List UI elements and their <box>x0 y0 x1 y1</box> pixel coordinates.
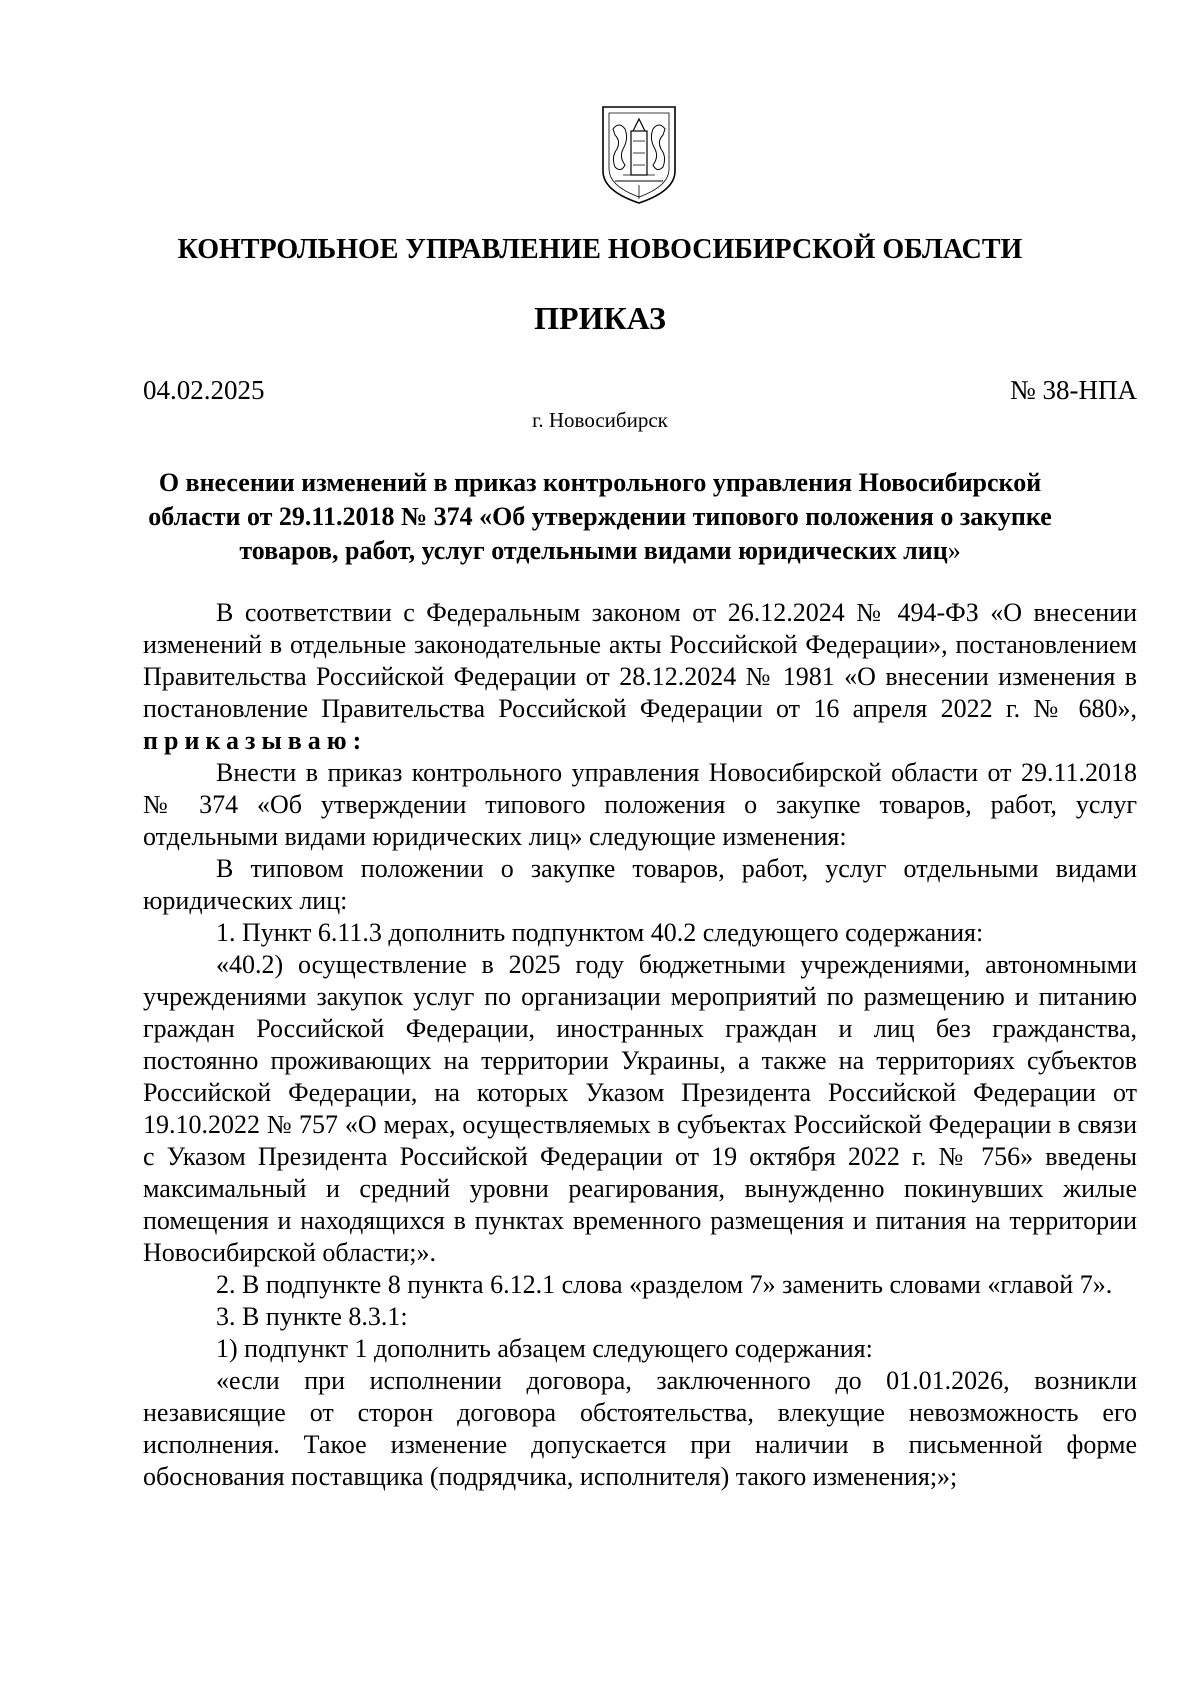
document-title-closing-quote: » <box>947 536 961 565</box>
body-paragraph: 1. Пункт 6.11.3 дополнить подпунктом 40.2 следующего содержания: <box>216 918 984 947</box>
document-number: № 38-НПА <box>1010 375 1137 405</box>
body-paragraph: «если при исполнении договора, заключенного до 01.01.2026, возникли независящие от сторон договора обстоятельства, влекущие невозможность его исполнения. Такое изменение допускается при наличии в письменной форме обоснования поставщика (подрядчика, исполнителя) такого изменения;»; <box>143 1366 1137 1491</box>
document-city: г. Новосибирск <box>532 408 668 432</box>
body-paragraph: В типовом положении о закупке товаров, работ, услуг отдельными видами юридических лиц: <box>143 854 1137 915</box>
document-date: 04.02.2025 <box>143 375 265 405</box>
organization-name: КОНТРОЛЬНОЕ УПРАВЛЕНИЕ НОВОСИБИРСКОЙ ОБЛАСТИ <box>177 234 1023 265</box>
order-word: приказываю: <box>143 726 368 755</box>
body-paragraph: 2. В подпункте 8 пункта 6.12.1 слова «разделом 7» заменить словами «главой 7». <box>216 1270 1113 1299</box>
document-title <box>120 466 1080 568</box>
body-paragraph: 1) подпункт 1 дополнить абзацем следующего содержания: <box>216 1334 873 1363</box>
coat-of-arms-icon <box>597 101 681 207</box>
document-body <box>143 597 1137 1493</box>
preamble-text: В соответствии с Федеральным законом от 26.12.2024 № 494-ФЗ «О внесении изменений в отдельные законодательные акты Российской Федерации», постановлением Правительства Российской Федерации от 28.12.2024 № 1981 «О внесении изменения в постановление Правительства Российской Федерации от 16 апреля 2022 г. № 680», <box>143 598 1137 723</box>
body-paragraph: «40.2) осуществление в 2025 году бюджетными учреждениями, автономными учреждениями закупок услуг по организации мероприятий по размещению и питанию граждан Российской Федерации, иностранных граждан и лиц без гражданства, постоянно проживающих на территории Украины, а также на территориях субъектов Российской Федерации, на которых Указом Президента Российской Федерации от 19.10.2022 № 757 «О мерах, осуществляемых в субъектах Российской Федерации в связи с Указом Президента Российской Федерации от 19 октября 2022 г. № 756» введены максимальный и средний уровни реагирования, вынужденно покинувших жилые помещения и находящихся в пунктах временного размещения и питания на территории Новосибирской области;». <box>143 950 1137 1267</box>
body-paragraph-preamble <box>143 597 1137 757</box>
document-type: ПРИКАЗ <box>534 300 666 336</box>
body-paragraph: 3. В пункте 8.3.1: <box>216 1302 408 1331</box>
body-paragraph: Внести в приказ контрольного управления Новосибирской области от 29.11.2018 № 374 «Об утверждении типового положения о закупке товаров, работ, услуг отдельными видами юридических лиц» следующие изменения: <box>143 758 1137 851</box>
document-title-text: О внесении изменений в приказ контрольного управления Новосибирской области от 29.11.2018 № 374 «Об утверждении типового положения о закупке товаров, работ, услуг отдельными видами юридических лиц <box>148 468 1052 565</box>
